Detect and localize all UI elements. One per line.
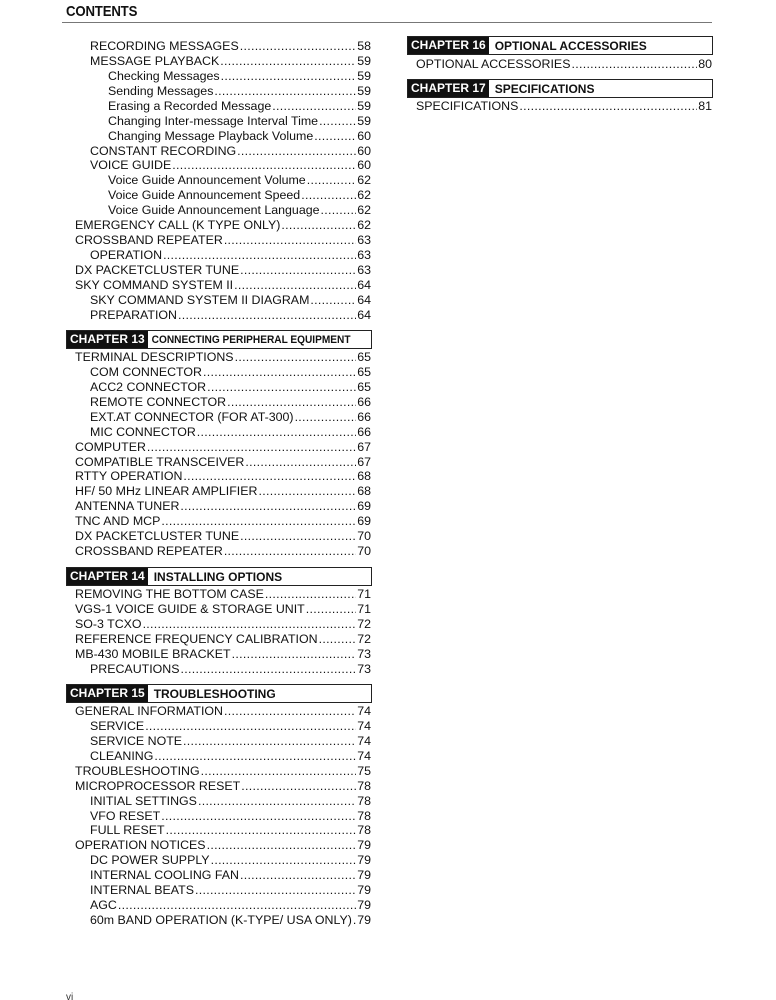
toc-entry[interactable] xyxy=(90,913,371,928)
toc-entry-page: 63 xyxy=(357,262,371,277)
toc-entry-page: 60 xyxy=(357,158,371,173)
toc-entry-title: 60m BAND OPERATION (K-TYPE/ USA ONLY) xyxy=(90,913,352,928)
toc-entry-title: TROUBLESHOOTING xyxy=(75,763,200,778)
toc-entry-page: 64 xyxy=(357,277,371,292)
chapter-label: CHAPTER 16 xyxy=(408,37,489,54)
dot-leader xyxy=(224,704,356,719)
toc-entry-title: Sending Messages xyxy=(108,83,214,98)
dot-leader xyxy=(118,898,356,913)
dot-leader xyxy=(224,544,356,559)
toc-entry-title: Changing Inter-message Interval Time xyxy=(108,113,319,128)
toc-entry-title: MICROPROCESSOR RESET xyxy=(75,778,241,793)
toc-entry[interactable] xyxy=(90,380,371,395)
toc-entry[interactable] xyxy=(75,233,371,248)
toc-entry-page: 71 xyxy=(357,587,371,601)
toc-entry-title: Voice Guide Announcement Speed xyxy=(108,188,301,203)
dot-leader xyxy=(237,144,356,159)
toc-entry-page: 59 xyxy=(357,53,371,68)
toc-entry-title: VGS-1 VOICE GUIDE & STORAGE UNIT xyxy=(75,601,305,616)
toc-entry-title: Voice Guide Announcement Volume xyxy=(108,173,306,188)
toc-entry-title: CROSSBAND REPEATER xyxy=(75,233,223,248)
toc-entry-page: 60 xyxy=(357,128,371,143)
toc-entry[interactable] xyxy=(75,469,371,484)
toc-entry-page: 64 xyxy=(357,307,371,322)
toc-entry-page: 64 xyxy=(357,292,371,307)
toc-entry-page: 65 xyxy=(357,364,371,379)
toc-entry-page: 63 xyxy=(357,233,371,248)
chapter-title: CONNECTING PERIPHERAL EQUIPMENT xyxy=(151,333,351,346)
toc-entry[interactable] xyxy=(90,749,371,764)
chapter-label: CHAPTER 14 xyxy=(67,568,148,585)
toc-entry-title: VFO RESET xyxy=(90,808,161,823)
toc-entry-title: Checking Messages xyxy=(108,68,220,83)
dot-leader xyxy=(161,809,356,824)
toc-entry-title: SERVICE NOTE xyxy=(90,733,183,748)
dot-leader xyxy=(207,380,356,395)
dot-leader xyxy=(241,779,356,794)
toc-entry-title: CROSSBAND REPEATER xyxy=(75,544,223,559)
toc-entry-title: MIC CONNECTOR xyxy=(90,424,196,439)
dot-leader xyxy=(181,662,357,677)
dot-leader xyxy=(154,749,356,764)
toc-entry[interactable] xyxy=(75,838,371,853)
toc-entry[interactable] xyxy=(90,158,371,173)
dot-leader xyxy=(221,69,357,84)
toc-entry[interactable] xyxy=(108,173,371,188)
toc-entry-page: 80 xyxy=(698,57,712,71)
toc-entry-title: REMOTE CONNECTOR xyxy=(90,394,227,409)
toc-entry-page: 74 xyxy=(357,733,371,748)
toc-entry-title: INITIAL SETTINGS xyxy=(90,793,197,808)
toc-entry-title: Erasing a Recorded Message xyxy=(108,98,272,113)
dot-leader xyxy=(166,823,357,838)
dot-leader xyxy=(258,484,356,499)
toc-entry-title: DX PACKETCLUSTER TUNE xyxy=(75,262,240,277)
toc-entry-title: TERMINAL DESCRIPTIONS xyxy=(75,350,234,364)
dot-leader xyxy=(519,99,697,114)
toc-entry[interactable] xyxy=(108,84,371,99)
toc-entry-page: 73 xyxy=(357,646,371,661)
toc-entry[interactable] xyxy=(75,602,371,617)
toc-entry[interactable] xyxy=(75,350,371,365)
toc-entry-title: DX PACKETCLUSTER TUNE xyxy=(75,529,240,544)
toc-entry[interactable] xyxy=(75,544,371,559)
toc-entry[interactable] xyxy=(75,529,371,544)
dot-leader xyxy=(321,203,357,218)
toc-entry-title: EMERGENCY CALL (K TYPE ONLY) xyxy=(75,218,281,233)
dot-leader xyxy=(245,455,356,470)
toc-entry-title: AGC xyxy=(90,898,117,913)
dot-leader xyxy=(183,469,356,484)
toc-entry-title: HF/ 50 MHz LINEAR AMPLIFIER xyxy=(75,484,258,499)
toc-entry[interactable] xyxy=(90,883,371,898)
chapter-label: CHAPTER 13 xyxy=(67,331,148,348)
toc-entry[interactable] xyxy=(90,868,371,883)
chapter-label: CHAPTER 17 xyxy=(408,80,489,97)
toc-entry[interactable] xyxy=(75,440,371,455)
chapter-title: SPECIFICATIONS xyxy=(494,81,595,96)
toc-entry[interactable] xyxy=(90,853,371,868)
toc-entry[interactable] xyxy=(75,647,371,662)
toc-entry[interactable] xyxy=(108,69,371,84)
toc-entry[interactable] xyxy=(75,484,371,499)
toc-entry[interactable] xyxy=(90,794,371,809)
dot-leader xyxy=(295,410,357,425)
toc-entry[interactable] xyxy=(90,410,371,425)
toc-entry-page: 72 xyxy=(357,616,371,631)
toc-entry-title: INTERNAL BEATS xyxy=(90,883,194,898)
dot-leader xyxy=(195,883,356,898)
dot-leader xyxy=(163,248,356,263)
toc-entry-title: DC POWER SUPPLY xyxy=(90,853,210,868)
dot-leader xyxy=(307,173,357,188)
toc-entry-page: 65 xyxy=(357,379,371,394)
chapter-heading[interactable] xyxy=(407,36,713,55)
toc-entry-title: SO-3 TCXO xyxy=(75,616,142,631)
toc-entry-page: 73 xyxy=(357,661,371,676)
toc-entry-page: 69 xyxy=(357,514,371,529)
toc-entry-page: 59 xyxy=(357,83,371,98)
toc-entry-page: 78 xyxy=(357,808,371,823)
dot-leader xyxy=(235,350,357,365)
dot-leader xyxy=(198,794,356,809)
toc-entry-title: TNC AND MCP xyxy=(75,514,161,529)
toc-entry[interactable] xyxy=(75,278,371,293)
toc-entry[interactable] xyxy=(75,704,371,719)
toc-entry[interactable] xyxy=(90,662,371,677)
toc-entry-title: MB-430 MOBILE BRACKET xyxy=(75,646,231,661)
toc-entry-title: EXT.AT CONNECTOR (FOR AT-300) xyxy=(90,409,294,424)
toc-entry-title: COMPATIBLE TRANSCEIVER xyxy=(75,454,245,469)
toc-entry-page: 74 xyxy=(357,704,371,718)
toc-entry[interactable] xyxy=(108,188,371,203)
toc-entry[interactable] xyxy=(75,218,371,233)
toc-entry-page: 71 xyxy=(357,601,371,616)
toc-entry[interactable] xyxy=(90,823,371,838)
toc-entry-title: RTTY OPERATION xyxy=(75,469,183,484)
toc-entry-page: 81 xyxy=(698,99,712,113)
toc-entry-page: 62 xyxy=(357,188,371,203)
toc-entry[interactable] xyxy=(90,425,371,440)
dot-leader xyxy=(301,188,356,203)
dot-leader xyxy=(571,57,697,72)
toc-entry-page: 79 xyxy=(357,838,371,853)
toc-entry-page: 68 xyxy=(357,469,371,484)
dot-leader xyxy=(220,54,356,69)
dot-leader xyxy=(183,734,356,749)
toc-entry-title: INTERNAL COOLING FAN xyxy=(90,868,239,883)
chapter-title: OPTIONAL ACCESSORIES xyxy=(494,38,647,53)
toc-entry-title: VOICE GUIDE xyxy=(90,158,172,173)
toc-entry-page: 78 xyxy=(357,778,371,793)
toc-entry-page: 78 xyxy=(357,823,371,838)
toc-entry-title: ACC2 CONNECTOR xyxy=(90,379,207,394)
chapter-heading[interactable] xyxy=(407,79,713,98)
toc-entry-title: CONSTANT RECORDING xyxy=(90,143,237,158)
toc-entry-page: 69 xyxy=(357,499,371,514)
toc-entry-page: 62 xyxy=(357,203,371,218)
dot-leader xyxy=(281,218,356,233)
dot-leader xyxy=(197,425,356,440)
chapter-heading[interactable] xyxy=(66,567,372,586)
toc-entry[interactable] xyxy=(75,632,371,647)
toc-entry[interactable] xyxy=(75,617,371,632)
toc-entry[interactable] xyxy=(108,129,371,144)
dot-leader xyxy=(203,365,356,380)
toc-entry-page: 67 xyxy=(357,454,371,469)
toc-entry[interactable] xyxy=(90,809,371,824)
toc-entry-title: Voice Guide Announcement Language xyxy=(108,203,320,218)
toc-entry[interactable] xyxy=(75,587,371,602)
toc-entry-page: 66 xyxy=(357,394,371,409)
toc-entry-title: SKY COMMAND SYSTEM II xyxy=(75,277,234,292)
dot-leader xyxy=(314,129,356,144)
toc-entry-title: SKY COMMAND SYSTEM II DIAGRAM xyxy=(90,292,310,307)
dot-leader xyxy=(240,39,356,54)
toc-entry-page: 59 xyxy=(357,68,371,83)
toc-entry-title: OPERATION NOTICES xyxy=(75,838,206,853)
dot-leader xyxy=(172,158,356,173)
toc-entry[interactable] xyxy=(90,719,371,734)
toc-entry-page: 78 xyxy=(357,793,371,808)
toc-entry-page: 70 xyxy=(357,544,371,559)
toc-entry-title: CLEANING xyxy=(90,748,154,763)
dot-leader xyxy=(224,233,356,248)
toc-entry[interactable] xyxy=(90,308,371,323)
header-divider xyxy=(62,22,712,23)
dot-leader xyxy=(180,499,356,514)
toc-entry-title: OPERATION xyxy=(90,248,163,263)
chapter-heading[interactable] xyxy=(66,684,372,703)
dot-leader xyxy=(147,440,356,455)
toc-entry-title: SERVICE xyxy=(90,718,145,733)
chapter-title: INSTALLING OPTIONS xyxy=(153,569,283,584)
toc-entry[interactable] xyxy=(75,263,371,278)
dot-leader xyxy=(319,114,356,129)
dot-leader xyxy=(227,395,356,410)
toc-entry-page: 59 xyxy=(357,113,371,128)
toc-entry-title: GENERAL INFORMATION xyxy=(75,704,224,718)
toc-entry-page: 62 xyxy=(357,173,371,188)
dot-leader xyxy=(143,617,357,632)
dot-leader xyxy=(145,719,356,734)
dot-leader xyxy=(306,602,356,617)
toc-entry-title: REMOVING THE BOTTOM CASE xyxy=(75,587,264,601)
toc-entry-title: OPTIONAL ACCESSORIES xyxy=(416,57,571,71)
dot-leader xyxy=(207,838,357,853)
toc-entry[interactable] xyxy=(90,39,371,54)
toc-entry[interactable] xyxy=(108,114,371,129)
toc-entry[interactable] xyxy=(75,764,371,779)
toc-entry[interactable] xyxy=(416,57,712,72)
page-title: CONTENTS xyxy=(66,3,138,20)
dot-leader xyxy=(310,293,356,308)
toc-entry-page: 70 xyxy=(357,529,371,544)
dot-leader xyxy=(234,278,356,293)
toc-entry-page: 66 xyxy=(357,409,371,424)
toc-entry-page: 79 xyxy=(357,868,371,883)
toc-entry-page: 74 xyxy=(357,718,371,733)
dot-leader xyxy=(240,263,356,278)
toc-entry[interactable] xyxy=(75,514,371,529)
toc-entry-page: 72 xyxy=(357,631,371,646)
toc-entry-title: FULL RESET xyxy=(90,823,165,838)
toc-entry-title: COMPUTER xyxy=(75,439,146,454)
toc-entry-page: 68 xyxy=(357,484,371,499)
chapter-title: TROUBLESHOOTING xyxy=(153,686,276,701)
toc-entry[interactable] xyxy=(416,99,712,114)
toc-entry-title: RECORDING MESSAGES xyxy=(90,39,239,53)
toc-entry[interactable] xyxy=(108,99,371,114)
toc-entry-page: 63 xyxy=(357,248,371,263)
toc-entry[interactable] xyxy=(90,898,371,913)
toc-entry-title: PRECAUTIONS xyxy=(90,661,180,676)
toc-entry[interactable] xyxy=(75,455,371,470)
toc-entry[interactable] xyxy=(75,779,371,794)
toc-entry[interactable] xyxy=(108,203,371,218)
toc-entry-page: 59 xyxy=(357,98,371,113)
toc-entry-page: 58 xyxy=(357,39,371,53)
toc-entry-page: 62 xyxy=(357,218,371,233)
toc-entry-title: REFERENCE FREQUENCY CALIBRATION xyxy=(75,631,318,646)
dot-leader xyxy=(240,868,356,883)
toc-entry[interactable] xyxy=(90,54,371,69)
chapter-label: CHAPTER 15 xyxy=(67,685,148,702)
toc-entry-title: SPECIFICATIONS xyxy=(416,99,519,113)
toc-entry-page: 74 xyxy=(357,748,371,763)
dot-leader xyxy=(211,853,357,868)
toc-entry[interactable] xyxy=(75,499,371,514)
toc-entry-page: 60 xyxy=(357,143,371,158)
toc-entry-page: 79 xyxy=(357,853,371,868)
dot-leader xyxy=(319,632,357,647)
toc-entry-page: 75 xyxy=(357,763,371,778)
toc-entry[interactable] xyxy=(90,144,371,159)
toc-entry-title: MESSAGE PLAYBACK xyxy=(90,53,220,68)
toc-entry-page: 79 xyxy=(357,883,371,898)
toc-entry[interactable] xyxy=(90,734,371,749)
toc-entry-title: ANTENNA TUNER xyxy=(75,499,180,514)
dot-leader xyxy=(214,84,356,99)
page-number: vi xyxy=(66,992,74,1000)
toc-entry-title: Changing Message Playback Volume xyxy=(108,128,314,143)
dot-leader xyxy=(161,514,356,529)
dot-leader xyxy=(201,764,357,779)
toc-entry-page: 66 xyxy=(357,424,371,439)
toc-entry-page: 67 xyxy=(357,439,371,454)
dot-leader xyxy=(272,99,356,114)
dot-leader xyxy=(240,529,356,544)
toc-entry-page: 65 xyxy=(357,350,371,364)
toc-entry[interactable] xyxy=(90,248,371,263)
toc-entry-title: PREPARATION xyxy=(90,307,177,322)
dot-leader xyxy=(232,647,357,662)
toc-entry-title: COM CONNECTOR xyxy=(90,364,202,379)
chapter-heading[interactable] xyxy=(66,330,372,349)
toc-entry[interactable] xyxy=(90,395,371,410)
dot-leader xyxy=(265,587,356,602)
toc-entry-page: 79 xyxy=(357,913,371,928)
dot-leader xyxy=(178,308,356,323)
toc-entry[interactable] xyxy=(90,293,371,308)
toc-entry-page: 79 xyxy=(357,898,371,913)
toc-entry[interactable] xyxy=(90,365,371,380)
